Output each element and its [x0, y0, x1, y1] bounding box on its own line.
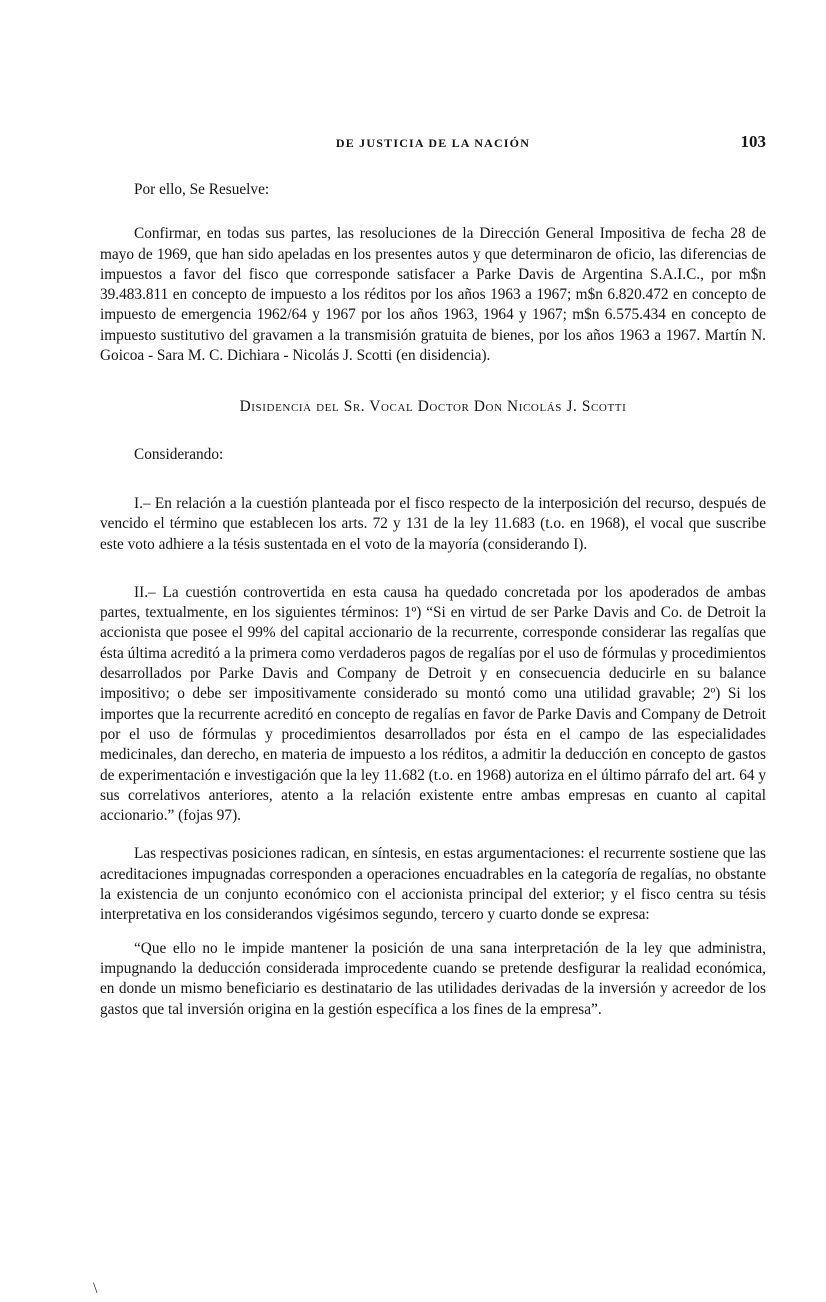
- page-number: 103: [740, 132, 766, 151]
- document-body: [100, 180, 766, 1020]
- considerando-label: Considerando:: [134, 445, 224, 463]
- considerando-ii-paragraph: II.– La cuestión controvertida en esta causa ha quedado concretada por los apoderados de ambas partes, textualmente, en los siguientes términos: 1º) “Si en virtud de ser Parke Davis and Co. de Detroit la accionista que posee el 99% del capital accionario de la recurrente, corresponde considerar las regalías que ésta última acreditó a la primera como verdaderos pagos de regalías por el uso de fórmulas y procedimientos desarrollados por Parke Davis and Company de Detroit y en consecuencia deducirle en su balance impositivo; o debe ser impositivamente considerado su montó como una utilidad gravable; 2º) Si los importes que la recurrente acreditó en concepto de regalías en favor de Parke Davis and Company de Detroit por el uso de fórmulas y procedimientos desarrollados por ésta en el campo de las especialidades medicinales, dan derecho, en materia de impuesto a los réditos, a admitir la deducción en concepto de gastos de experimentación e investigación que la ley 11.682 (t.o. en 1968) autoriza en el último párrafo del art. 64 y sus correlativos anteriores, atento a la relación existente entre ambas empresas en cuanto al capital accionario.” (fojas 97).: [100, 583, 766, 825]
- header-title: DE JUSTICIA DE LA NACIÓN: [335, 136, 531, 150]
- scan-mark: \: [93, 1280, 98, 1297]
- considerando-i-paragraph: I.– En relación a la cuestión planteada por el fisco respecto de la interposición del recurso, después de vencido el término que establecen los arts. 72 y 131 de la ley 11.683 (t.o. en 1968), el vocal que suscribe este voto adhiere a la tésis sustentada en el voto de la mayoría (considerando I).: [100, 494, 766, 553]
- dissent-heading: Disidencia del Sr. Vocal Doctor Don Nicolás J. Scotti: [239, 398, 627, 416]
- quoted-paragraph: “Que ello no le impide mantener la posición de una sana interpretación de la ley que administra, impugnando la deducción considerada improcedente cuando se pretende desfigurar la realidad económica, en donde un mismo beneficiario es destinatario de las utilidades derivadas de la inversión y acreedor de los gastos que tal inversión origina en la gestión específica a los fines de la empresa”.: [100, 939, 766, 1018]
- resolution-paragraph: Confirmar, en todas sus partes, las resoluciones de la Dirección General Impositiva de fecha 28 de mayo de 1969, que han sido apeladas en los presentes autos y que determinaron de oficio, las diferencias de impuestos a favor del fisco que corresponde satisfacer a Parke Davis de Argentina S.A.I.C., por m$n 39.483.811 en concepto de impuesto a los réditos por los años 1963 a 1967; m$n 6.820.472 en concepto de impuesto de emergencia 1962/64 y 1967 por los años 1963, 1964 y 1967; m$n 6.575.434 en concepto de impuesto sustitutivo del gravamen a la transmisión gratuita de bienes, por los años 1963 a 1967. Martín N. Goicoa - Sara M. C. Dichiara - Nicolás J. Scotti (en disidencia).: [100, 225, 766, 365]
- positions-paragraph: Las respectivas posiciones radican, en síntesis, en estas argumentaciones: el recurrente sostiene que las acreditaciones impugnadas corresponden a operaciones encuadrables en la categoría de regalías, no obstante la existencia de un conjunto económico con el accionista principal del exterior; y el fisco centra su tésis interpretativa en los considerandos vigésimos segundo, tercero y cuarto donde se expresa:: [100, 845, 766, 924]
- running-header: [100, 132, 766, 151]
- resolution-intro: Por ello, Se Resuelve:: [134, 181, 270, 198]
